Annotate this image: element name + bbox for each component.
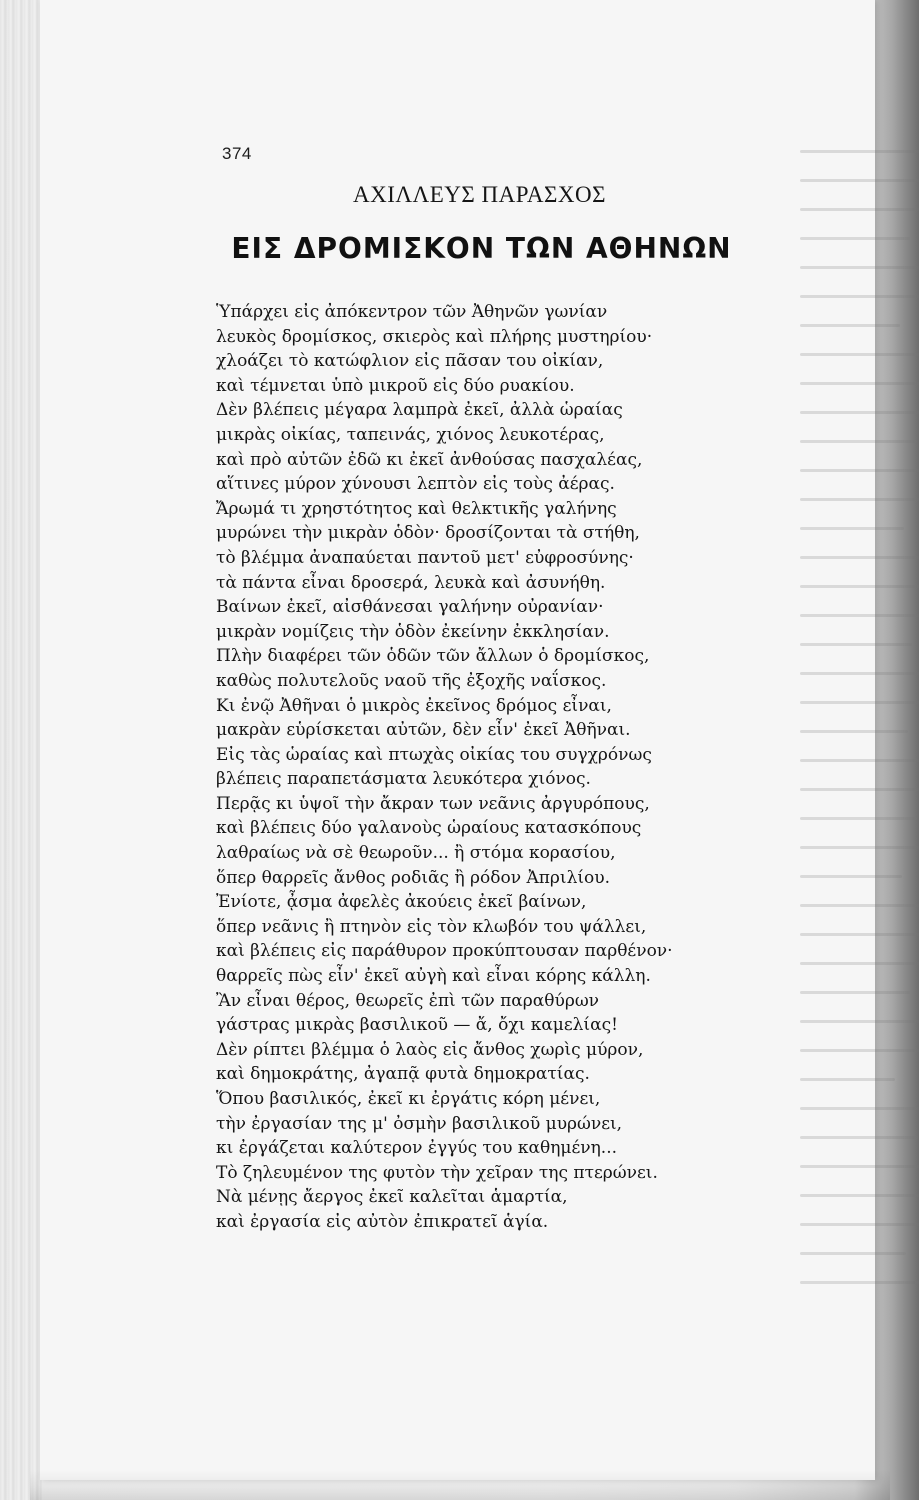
poem-line: χλοάζει τὸ κατώφλιον εἰς πᾶσαν του οἰκίαν, — [216, 351, 604, 372]
poem-line: Περᾷς κι ὑψοῖ τὴν ἄκραν των νεᾶνις ἀργυρόπους, — [216, 793, 650, 814]
poem-line: Εἰς τὰς ὡραίας καὶ πτωχὰς οἰκίας του συγχρόνως — [216, 744, 652, 765]
poem-line: Τὸ ζηλευμένον της φυτὸν τὴν χεῖραν της πτερώνει. — [216, 1162, 658, 1183]
page-bottom-shadow — [30, 1470, 890, 1500]
poem-line: μακρὰν εὑρίσκεται αὐτῶν, δὲν εἶν' ἐκεῖ Ἀθῆναι. — [216, 720, 631, 741]
poem-line: Κι ἐνῷ Ἀθῆναι ὁ μικρὸς ἐκεῖνος δρόμος εἶναι, — [216, 695, 612, 716]
stacked-page-edges — [0, 0, 42, 1500]
poem-line: καὶ δημοκράτης, ἀγαπᾷ φυτὰ δημοκρατίας. — [216, 1064, 590, 1085]
poem-line: Βαίνων ἐκεῖ, αἰσθάνεσαι γαλήνην οὐρανίαν· — [216, 597, 604, 618]
poem-line: τὸ βλέμμα ἀναπαύεται παντοῦ μετ' εὐφροσύνης· — [216, 547, 634, 568]
poem-line: ὅπερ θαρρεῖς ἄνθος ροδιᾶς ἢ ρόδον Ἀπριλίου. — [216, 867, 611, 888]
poem-line: Δὲν ρίπτει βλέμμα ὁ λαὸς εἰς ἄνθος χωρὶς μύρον, — [216, 1039, 644, 1060]
poem-line: καὶ τέμνεται ὑπὸ μικροῦ εἰς δύο ρυακίου. — [216, 375, 575, 396]
poem-body — [216, 300, 776, 1235]
poem-line: Ὑπάρχει εἰς ἀπόκεντρον τῶν Ἀθηνῶν γωνίαν — [216, 302, 608, 322]
poem-line: τὰ πάντα εἶναι δροσερά, λευκὰ καὶ ἀσυνήθη. — [216, 572, 606, 593]
poem-line: καὶ βλέπεις εἰς παράθυρον προκύπτουσαν παρθένον· — [216, 941, 673, 962]
poem-line: ὅπερ νεᾶνις ἢ πτηνὸν εἰς τὸν κλωβόν του ψάλλει, — [216, 916, 647, 937]
author-heading: ΑΧΙΛΛΕΥΣ ΠΑΡΑΣΧΟΣ — [352, 182, 607, 207]
poem-line: Ἐνίοτε, ᾆσμα ἀφελὲς ἀκούεις ἐκεῖ βαίνων, — [216, 892, 587, 913]
poem-title: ΕΙΣ ΔΡΟΜΙΣΚΟΝ ΤΩΝ ΑΘΗΝΩΝ — [231, 232, 732, 265]
poem-line: Ἄρωμά τι χρηστότητος καὶ θελκτικῆς γαλήνης — [216, 498, 617, 519]
poem-line: βλέπεις παραπετάσματα λευκότερα χιόνος. — [216, 769, 591, 790]
poem-line: μικρὰς οἰκίας, ταπεινάς, χιόνος λευκοτέρας, — [216, 424, 605, 445]
poem-line: λευκὸς δρομίσκος, σκιερὸς καὶ πλήρης μυστηρίου· — [216, 326, 653, 347]
poem-line: καὶ πρὸ αὐτῶν ἐδῶ κι ἐκεῖ ἀνθούσας πασχαλέας, — [216, 449, 643, 470]
poem-line: μικρὰν νομίζεις τὴν ὁδὸν ἐκείνην ἐκκλησίαν. — [216, 621, 610, 642]
poem-line: τὴν ἐργασίαν της μ' ὀσμὴν βασιλικοῦ μυρώνει, — [216, 1113, 623, 1134]
poem-line: γάστρας μικρὰς βασιλικοῦ — ἄ, ὄχι καμελίας! — [216, 1015, 618, 1036]
poem-line: καὶ βλέπεις δύο γαλανοὺς ὡραίους κατασκόπους — [216, 818, 642, 839]
poem-line: Πλὴν διαφέρει τῶν ὁδῶν τῶν ἄλλων ὁ δρομίσκος, — [216, 646, 650, 667]
poem-line: Νὰ μένῃς ἄεργος ἐκεῖ καλεῖται ἁμαρτία, — [216, 1187, 568, 1208]
poem-line: θαρρεῖς πὼς εἶν' ἐκεῖ αὐγὴ καὶ εἶναι κόρης κάλλη. — [216, 966, 651, 987]
poem-line: Ἂν εἶναι θέρος, θεωρεῖς ἐπὶ τῶν παραθύρων — [216, 990, 600, 1011]
poem-line: καὶ ἐργασία εἰς αὐτὸν ἐπικρατεῖ ἁγία. — [216, 1211, 549, 1232]
page-number: 374 — [222, 144, 252, 163]
poem-line: κι ἐργάζεται καλύτερον ἐγγύς του καθημένη... — [216, 1138, 618, 1159]
poem-line: μυρώνει τὴν μικρὰν ὁδὸν· δροσίζονται τὰ στήθη, — [216, 523, 640, 544]
show-through-text — [800, 150, 919, 1350]
poem-line: λαθραίως νὰ σὲ θεωροῦν... ἢ στόμα κορασίου, — [216, 843, 616, 864]
poem-line: Δὲν βλέπεις μέγαρα λαμπρὰ ἐκεῖ, ἀλλὰ ὡραίας — [216, 400, 623, 421]
poem-line: αἵτινες μύρον χύνουσι λεπτὸν εἰς τοὺς ἀέρας. — [216, 474, 615, 495]
poem-line: καθὼς πολυτελοῦς ναοῦ τῆς ἐξοχῆς ναΐσκος. — [216, 670, 607, 691]
poem-line: Ὅπου βασιλικός, ἐκεῖ κι ἐργάτις κόρη μένει, — [216, 1089, 601, 1109]
